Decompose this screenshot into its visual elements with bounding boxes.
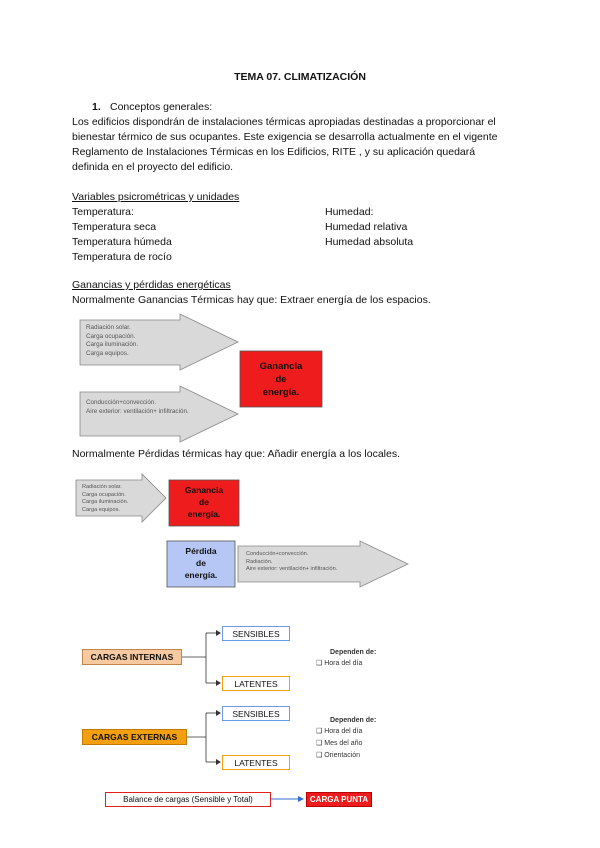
gain-box-2-label: Ganancia de energía. — [184, 485, 224, 519]
loss-arrow-1-text: Radiación solar. Carga ocupación. Carga iluminación. Carga equipos. — [82, 484, 129, 513]
dependency-item: ❑ Mes del año — [316, 740, 363, 747]
paragraph-line: bienestar térmico de sus ocupantes. Este exigencia se desarrolla actualmente en el vigente — [72, 131, 498, 143]
ganancias-heading: Ganancias y pérdidas energéticas — [72, 279, 231, 291]
variable-left: Temperatura seca — [72, 221, 157, 233]
loss-arrow-2-text: Conducción+convección. Radiación. Aire exterior: ventilación+ infiltración. — [246, 551, 338, 572]
loss-box-label: Pérdida de energía. — [184, 546, 218, 580]
checkbox-icon: ❑ — [316, 752, 323, 759]
variables-heading: Variables psicrométricas y unidades — [72, 191, 240, 203]
gain-arrow-1-text: Radiación solar. Carga ocupación. Carga iluminación. Carga equipos. — [86, 324, 139, 357]
latentes-box: LATENTES — [222, 676, 290, 691]
gain-box-1-label: Ganancia de energía. — [259, 361, 303, 398]
dependen-heading: Dependen de: — [330, 649, 377, 656]
variable-left: Temperatura húmeda — [72, 236, 172, 248]
sensibles-box: SENSIBLES — [222, 626, 290, 641]
dependency-item: ❑ Hora del día — [316, 728, 363, 735]
variable-left: Temperatura: — [72, 206, 134, 218]
cargas-internas-box: CARGAS INTERNAS — [82, 649, 182, 665]
latentes-box: LATENTES — [222, 755, 290, 770]
section-number: 1. — [92, 101, 101, 113]
page-title: TEMA 07. CLIMATIZACIÓN — [234, 71, 366, 83]
carga-punta-box: CARGA PUNTA — [306, 792, 372, 807]
checkbox-icon: ❑ — [316, 728, 323, 735]
paragraph-line: Reglamento de Instalaciones Térmicas en los Edificios, RITE , y su aplicación quedará — [72, 146, 476, 158]
checkbox-icon: ❑ — [316, 740, 323, 747]
variable-left: Temperatura de rocío — [72, 251, 172, 263]
balance-box: Balance de cargas (Sensible y Total) — [105, 792, 271, 807]
dependen-heading: Dependen de: — [330, 717, 377, 724]
variable-right: Humedad relativa — [325, 221, 408, 233]
sensibles-box: SENSIBLES — [222, 706, 290, 721]
variable-right: Humedad absoluta — [325, 236, 414, 248]
gain-arrow-2-text: Conducción+convección. Aire exterior: ventilación+ infiltración. — [86, 399, 189, 415]
section-heading: Conceptos generales: — [110, 101, 213, 113]
paragraph-line: Los edificios dispondrán de instalaciones térmicas apropiadas destinadas a proporcionar el — [72, 116, 496, 128]
dependency-item: ❑ Orientación — [316, 752, 361, 759]
ganancias-intro: Normalmente Ganancias Térmicas hay que: Extraer energía de los espacios. — [72, 294, 431, 306]
dependency-item: ❑ Hora del día — [316, 660, 363, 667]
cargas-externas-box: CARGAS EXTERNAS — [82, 729, 187, 745]
perdidas-intro: Normalmente Pérdidas térmicas hay que: Añadir energía a los locales. — [72, 448, 401, 460]
checkbox-icon: ❑ — [316, 660, 323, 667]
paragraph-line: definida en el proyecto del edificio. — [72, 161, 234, 173]
variable-right: Humedad: — [325, 206, 374, 218]
